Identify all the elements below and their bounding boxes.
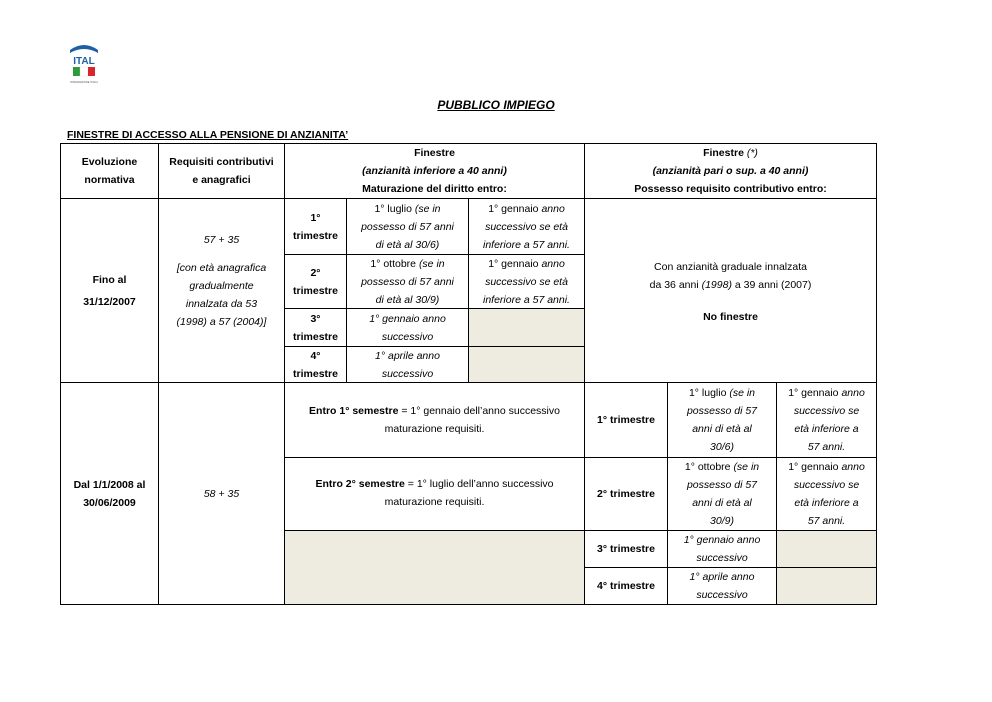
row2-semestre-1: Entro 1° semestre = 1° gennaio dell’anno successivo maturazione requisiti.: [309, 405, 560, 435]
row1-trimestre-3: 3° trimestre: [293, 312, 338, 343]
section-title: FINESTRE DI ACCESSO ALLA PENSIONE DI ANZIANITA’: [67, 129, 349, 141]
row1-t3-finestra-a: 1° gennaio anno successivo: [369, 312, 446, 343]
row2-t3-finestra-a: 1° gennaio anno successivo: [683, 534, 761, 564]
row2-requisiti: 58 + 35: [203, 487, 240, 500]
header-requisiti: Requisiti contributivi e anagrafici: [169, 156, 274, 186]
logo-caption: INTEGRAZIONE ITALIA: [70, 81, 98, 84]
row2-t2-finestra-b: 1° gennaio anno successivo se età inferiore a 57 anni.: [788, 461, 865, 527]
row1-t2-finestra-b: 1° gennaio anno successivo se età inferiore a 57 anni.: [483, 257, 570, 306]
row2-semestre-2: Entro 2° semestre = 1° luglio dell’anno successivo maturazione requisiti.: [315, 478, 554, 508]
ital-logo: [68, 40, 100, 86]
row1-requisiti: 57 + 35 [con età anagrafica gradualmente innalzata da 53 (1998) a 57 (2004)]: [176, 234, 267, 328]
row1-t2-finestra-a: 1° ottobre (se in possesso di 57 anni di età al 30/9): [361, 257, 454, 306]
row1-t1-finestra-b: 1° gennaio anno successivo se età inferiore a 57 anni.: [483, 202, 570, 251]
row2-t2-finestra-a: 1° ottobre (se in possesso di 57 anni di età al 30/9): [684, 461, 760, 527]
header-evoluzione: Evoluzione normativa: [81, 156, 138, 186]
row2-trimestre-3: 3° trimestre: [597, 543, 655, 555]
empty-cell-r2-bottom: [285, 531, 585, 605]
empty-cell-r2-t4: [777, 568, 876, 605]
row1-trimestre-2: 2° trimestre: [293, 266, 338, 297]
row2-t1-finestra-a: 1° luglio (se in possesso di 57 anni di età al 30/6): [686, 387, 758, 453]
page-title: PUBBLICO IMPIEGO: [437, 98, 555, 112]
empty-cell-r1-t3: [469, 309, 584, 346]
row2-t1-finestra-b: 1° gennaio anno successivo se età inferiore a 57 anni.: [788, 387, 865, 453]
empty-cell-r1-t4: [469, 347, 584, 383]
row2-period: Dal 1/1/2008 al 30/06/2009: [73, 478, 146, 509]
row1-trimestre-1: 1° trimestre: [293, 211, 338, 242]
row2-trimestre-4: 4° trimestre: [597, 580, 655, 592]
header-finestre-over-40: Finestre (*) (anzianità pari o sup. a 40 anni) Possesso requisito contributivo entro:: [634, 147, 827, 195]
header-finestre-under-40: Finestre (anzianità inferiore a 40 anni) Maturazione del diritto entro:: [362, 147, 507, 195]
row2-trimestre-2: 2° trimestre: [597, 488, 655, 500]
row1-period: Fino al 31/12/2007: [83, 273, 136, 308]
ital-logo-graphic: [68, 40, 100, 86]
row1-finestre-over-40: Con anzianità graduale innalzata da 36 anni (1998) a 39 anni (2007) No finestre: [649, 261, 812, 323]
row1-t4-finestra-a: 1° aprile anno successivo: [375, 349, 440, 380]
logo-text: ITAL: [73, 56, 95, 67]
row1-trimestre-4: 4° trimestre: [293, 349, 338, 380]
row1-t1-finestra-a: 1° luglio (se in possesso di 57 anni di età al 30/6): [361, 202, 454, 251]
row2-t4-finestra-a: 1° aprile anno successivo: [689, 571, 755, 601]
empty-cell-r2-t3: [777, 531, 876, 567]
row2-trimestre-1: 1° trimestre: [597, 414, 655, 426]
